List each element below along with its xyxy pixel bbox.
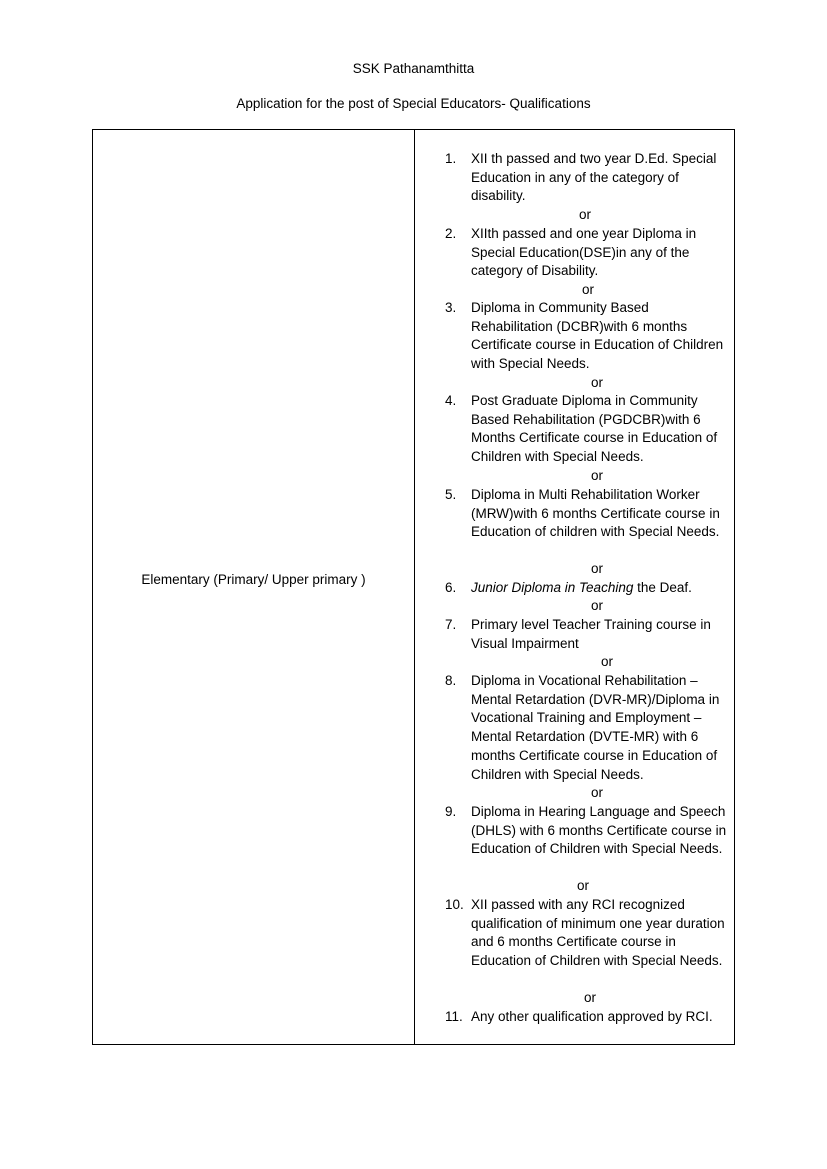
item-text: Diploma in Multi Rehabilitation Worker (MRW)with 6 months Certificate course in Education of children with Special Needs. (471, 487, 720, 540)
or-separator: or (591, 785, 604, 800)
qualifications-cell (415, 130, 735, 1044)
item-text: Diploma in Vocational Rehabilitation – Mental Retardation (DVR-MR)/Diploma in Vocational Training and Employment – Mental Retardation (DVTE-MR) with 6 months Certificate course in Education of Children with Special Needs. (471, 673, 720, 782)
item-number: 11. (445, 1009, 463, 1024)
or-separator: or (579, 207, 592, 222)
item-text (471, 579, 731, 598)
or-separator: or (601, 654, 614, 669)
item-text: Any other qualification approved by RCI. (471, 1009, 713, 1024)
item-number: 8. (445, 673, 457, 688)
item-number: 7. (445, 617, 457, 632)
item-number: 9. (445, 804, 457, 819)
item-number: 2. (445, 226, 457, 241)
item-number: 5. (445, 487, 457, 502)
item-text-rest: the Deaf. (633, 580, 692, 595)
or-separator: or (591, 598, 604, 613)
item-number: 4. (445, 393, 457, 408)
item-text: Primary level Teacher Training course in Visual Impairment (471, 617, 711, 651)
item-number: 6. (445, 580, 457, 595)
item-number: 1. (445, 151, 457, 166)
or-separator: or (584, 990, 597, 1005)
item-text: Post Graduate Diploma in Community Based Rehabilitation (PGDCBR)with 6 Months Certificate course in Education of Children with Special Needs. (471, 393, 718, 465)
or-separator: or (577, 878, 590, 893)
level-label: Elementary (Primary/ Upper primary ) (141, 571, 366, 587)
or-separator: or (591, 468, 604, 483)
item-text: Diploma in Hearing Language and Speech (DHLS) with 6 months Certificate course in Education of Children with Special Needs. (471, 804, 727, 857)
qualifications-table (92, 129, 735, 1045)
or-separator: or (591, 375, 604, 390)
item-number: 3. (445, 300, 457, 315)
item-text: XII passed with any RCI recognized qualification of minimum one year duration and 6 months Certificate course in Education of Children with Special Needs. (471, 897, 725, 969)
level-cell (93, 130, 414, 1044)
item-text-italic: Junior Diploma in Teaching (471, 580, 634, 595)
or-separator: or (591, 561, 604, 576)
item-text: XII th passed and two year D.Ed. Special Education in any of the category of disability. (471, 151, 717, 204)
item-text: XIIth passed and one year Diploma in Special Education(DSE)in any of the category of Disability. (471, 226, 697, 279)
or-separator: or (582, 282, 595, 297)
item-number: 10. (445, 897, 464, 912)
page-title: SSK Pathanamthitta (352, 61, 475, 76)
item-text: Diploma in Community Based Rehabilitation (DCBR)with 6 months Certificate course in Education of Children with Special Needs. (471, 300, 724, 372)
page-subtitle: Application for the post of Special Educators- Qualifications (236, 96, 591, 111)
